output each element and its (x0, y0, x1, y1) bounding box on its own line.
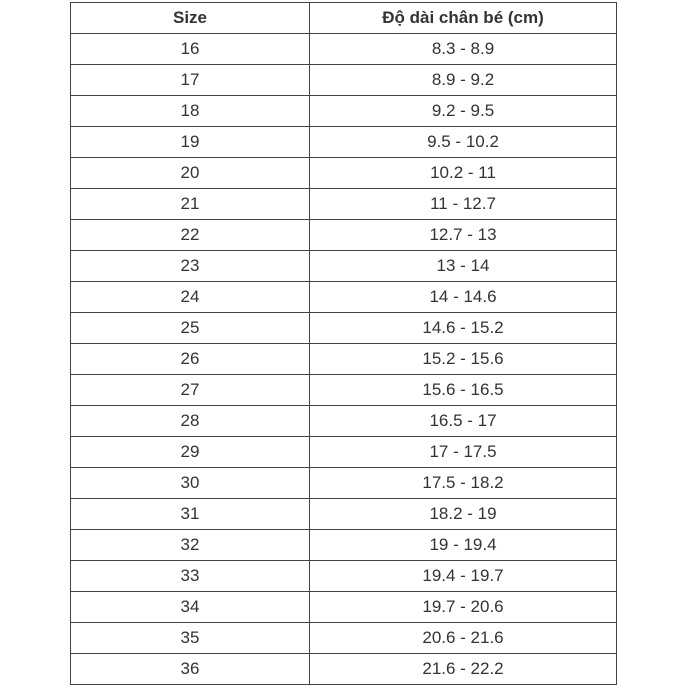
size-cell: 26 (71, 344, 310, 375)
table-row (71, 592, 617, 623)
size-cell: 18 (71, 96, 310, 127)
table-row (71, 499, 617, 530)
foot-length-cell: 14.6 - 15.2 (310, 313, 617, 344)
table-row (71, 654, 617, 685)
foot-length-cell: 19.4 - 19.7 (310, 561, 617, 592)
table-header-row (71, 3, 617, 34)
table-row (71, 437, 617, 468)
table-body (71, 34, 617, 685)
size-cell: 31 (71, 499, 310, 530)
table-row (71, 251, 617, 282)
size-cell: 20 (71, 158, 310, 189)
table-row (71, 282, 617, 313)
table-row (71, 530, 617, 561)
foot-length-cell: 16.5 - 17 (310, 406, 617, 437)
table-row (71, 158, 617, 189)
table-row (71, 375, 617, 406)
header-size: Size (71, 3, 310, 34)
foot-length-cell: 8.9 - 9.2 (310, 65, 617, 96)
size-cell: 29 (71, 437, 310, 468)
foot-length-cell: 19 - 19.4 (310, 530, 617, 561)
table-row (71, 189, 617, 220)
size-cell: 24 (71, 282, 310, 313)
size-cell: 19 (71, 127, 310, 158)
size-cell: 27 (71, 375, 310, 406)
table-row (71, 344, 617, 375)
size-cell: 36 (71, 654, 310, 685)
size-cell: 34 (71, 592, 310, 623)
table-row (71, 220, 617, 251)
table-row (71, 623, 617, 654)
foot-length-cell: 12.7 - 13 (310, 220, 617, 251)
foot-length-cell: 20.6 - 21.6 (310, 623, 617, 654)
size-cell: 17 (71, 65, 310, 96)
size-cell: 28 (71, 406, 310, 437)
foot-length-cell: 14 - 14.6 (310, 282, 617, 313)
size-cell: 35 (71, 623, 310, 654)
foot-length-cell: 11 - 12.7 (310, 189, 617, 220)
foot-length-cell: 17.5 - 18.2 (310, 468, 617, 499)
header-foot-length: Độ dài chân bé (cm) (310, 3, 617, 34)
size-cell: 21 (71, 189, 310, 220)
table-row (71, 65, 617, 96)
size-cell: 22 (71, 220, 310, 251)
table-row (71, 406, 617, 437)
foot-length-cell: 10.2 - 11 (310, 158, 617, 189)
foot-length-cell: 9.2 - 9.5 (310, 96, 617, 127)
foot-length-cell: 8.3 - 8.9 (310, 34, 617, 65)
size-cell: 25 (71, 313, 310, 344)
table-row (71, 34, 617, 65)
table-row (71, 561, 617, 592)
size-cell: 23 (71, 251, 310, 282)
foot-length-cell: 21.6 - 22.2 (310, 654, 617, 685)
table-row (71, 313, 617, 344)
foot-length-cell: 15.6 - 16.5 (310, 375, 617, 406)
table-row (71, 127, 617, 158)
table-row (71, 96, 617, 127)
foot-length-cell: 9.5 - 10.2 (310, 127, 617, 158)
size-cell: 30 (71, 468, 310, 499)
size-cell: 33 (71, 561, 310, 592)
size-cell: 16 (71, 34, 310, 65)
foot-length-cell: 17 - 17.5 (310, 437, 617, 468)
foot-length-cell: 13 - 14 (310, 251, 617, 282)
foot-length-cell: 15.2 - 15.6 (310, 344, 617, 375)
foot-length-cell: 18.2 - 19 (310, 499, 617, 530)
table-row (71, 468, 617, 499)
size-cell: 32 (71, 530, 310, 561)
foot-length-cell: 19.7 - 20.6 (310, 592, 617, 623)
size-chart-table (70, 2, 617, 685)
